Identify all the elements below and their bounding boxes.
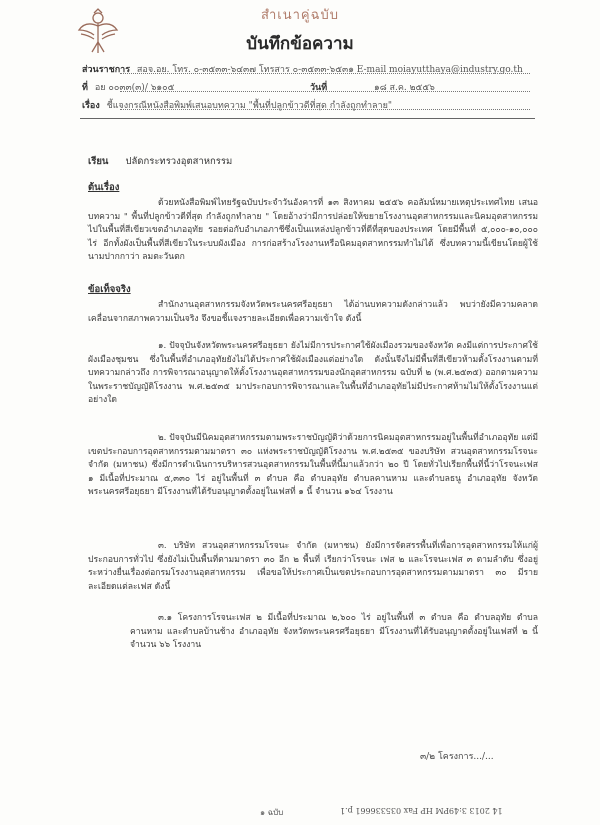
continuation-marker: ๓/๒ โครงการ.../... (420, 752, 494, 762)
salutation-recipient: ปลัดกระทรวงอุตสาหกรรม (125, 156, 233, 167)
agency-value: สอจ.อย. โทร. ๐-๓๕๓๓-๖๔๓๗ โทรสาร ๐-๓๕๓๓-๖๕๓๑ E-mail moiayutthaya@industry.go.th (136, 65, 523, 75)
date-label: วันที่ (310, 83, 328, 93)
page-title: บันทึกข้อความ (246, 34, 354, 54)
salutation (88, 154, 232, 169)
section-heading-background: ต้นเรื่อง (88, 182, 120, 193)
subject-dotline (120, 109, 530, 110)
subject-value: ชี้แจงกรณีหนังสือพิมพ์เสนอบทความ "พื้นที่ปลูกข้าวดีที่สุด กำลังถูกทำลาย" (106, 101, 393, 111)
agency-dotline (120, 73, 530, 74)
copy-stamp: สำเนาคู่ฉบับ (261, 8, 339, 23)
salutation-label: เรียน (88, 156, 109, 167)
paragraph-point-3-1: ๓.๑ โครงการโรจนะเฟส ๒ มีเนื้อที่ประมาณ ๒,๖๐๐ ไร่ อยู่ในพื้นที่ ๓ ตำบล คือ ตำบลอุทัย ตำบลคานหาม และตำบลบ้านช้าง อำเภออุทัย จังหวัดพระนครศรีอยุธยา มีโรงงานที่ได้รับอนุญาตตั้งอยู่ในเฟสที่ ๒ นี้ จำนวน ๖๖ โรงงาน (130, 613, 538, 650)
header-divider (80, 118, 535, 119)
paragraph-facts-intro: สำนักงานอุตสาหกรรมจังหวัดพระนครศรีอยุธยา ได้อ่านบทความดังกล่าวแล้ว พบว่ายังมีความคลาดเคลื่อนจากสภาพความเป็นจริง จึงขอชี้แจงรายละเอียดเพื่อความเข้าใจ ดังนี้ (88, 300, 538, 324)
paragraph-background: ด้วยหนังสือพิมพ์ไทยรัฐฉบับประจำวันอังคารที่ ๑๓ สิงหาคม ๒๕๕๖ คอลัมน์หมายเหตุประเทศไทย เสนอบทความ " พื้นที่ปลูกข้าวดีที่สุด กำลังถูกทำลาย " โดยอ้างว่ามีการปล่อยให้ขยายโรงงานอุตสาหกรรมและนิคมอุตสาหกรรมไปในพื้นที่สีเขียวเขตอำเภออุทัย รอยต่อกับอำเภอภาชีซึ่งเป็นแหล่งปลูกข้าวที่ดีที่สุดของประเทศ โดยมีพื้นที่ ๕,๐๐๐-๑๐,๐๐๐ ไร่ อีกทั้งผังเป็นพื้นที่สีเขียวในระบบผังเมือง การก่อสร้างโรงงานหรือนิคมอุตสาหกรรมทำไม่ได้ ซึ่งบทความนี้เขียนโดยผู้ใช้นามปากกาว่า ลมตะวันตก (88, 198, 538, 262)
date-value: ๑๘ ส.ค. ๒๕๕๖ (374, 83, 435, 93)
section-heading-facts: ข้อเท็จจริง (88, 284, 131, 295)
paragraph-point-1: ๑. ปัจจุบันจังหวัดพระนครศรีอยุธยา ยังไม่มีการประกาศใช้ผังเมืองรวมของจังหวัด คงมีแต่การประกาศใช้ผังเมืองชุมชน ซึ่งในพื้นที่อำเภออุทัยยังไม่ได้ประกาศใช้ผังเมืองแต่อย่างใด ดังนั้นจึงไม่มีพื้นที่สีเขียวห้ามตั้งโรงงานตามที่บทความกล่าวถึง การพิจารณาอนุญาตให้ตั้งโรงงานอุตสาหกรรมของนักอุตสาหกรรม ฉบับที่ ๒ (พ.ศ.๒๕๓๕) ออกตามความในพระราชบัญญัติโรงงาน พ.ศ.๒๕๓๕ มาประกอบการพิจารณาและในพื้นที่อำเภออุทัยไม่มีประกาศห้ามไม่ให้ตั้งโรงงานแต่อย่างใด (88, 341, 538, 405)
paragraph-point-2: ๒. ปัจจุบันมีนิคมอุตสาหกรรมตามพระราชบัญญัติว่าด้วยการนิคมอุตสาหกรรมอยู่ในพื้นที่อำเภออุทัย แต่มีเขตประกอบการอุตสาหกรรมตามมาตรา ๓๐ แห่งพระราชบัญญัติโรงงาน พ.ศ.๒๕๓๕ ของบริษัท สวนอุตสาหกรรมโรจนะ จำกัด (มหาชน) ซึ่งมีการดำเนินการบริหารสวนอุตสาหกรรมในพื้นที่นี้มาแล้วกว่า ๒๐ ปี โดยทั่วไปเรียกพื้นที่นี้ว่าโรจนะเฟส ๑ มีเนื้อที่ประมาณ ๕,๓๓๐ ไร่ อยู่ในพื้นที่ ๓ ตำบล คือ ตำบลอุทัย ตำบลคานหาม และตำบลธนู อำเภออุทัย จังหวัดพระนครศรีอยุธยา มีโรงงานที่ได้รับอนุญาตตั้งอยู่ในเฟสที่ ๑ นี้ จำนวน ๑๖๔ โรงงาน (88, 433, 538, 497)
number-dotline (120, 91, 530, 92)
fax-header-line: 14 2013 3:49PM HP Fax 035336661 p.1 (340, 806, 503, 815)
number-value: อย ๐๐๓๓(๓)/ ๖๑๐๕ (94, 83, 175, 93)
paragraph-point-3: ๓. บริษัท สวนอุตสาหกรรมโรจนะ จำกัด (มหาชน) ยังมีการจัดสรรพื้นที่เพื่อการอุตสาหกรรมให้แก่ผู้ประกอบการทั่วไป ซึ่งยังไม่เป็นพื้นที่ตามมาตรา ๓๐ อีก ๒ พื้นที่ เรียกว่าโรจนะ เฟส ๒ และโรจนะเฟส ๓ ตามลำดับ ซึ่งอยู่ระหว่างยื่นเรื่องต่อกรมโรงงานอุตสาหกรรม เพื่อขอให้ประกาศเป็นเขตประกอบการอุตสาหกรรมตามมาตรา ๓๐ มีรายละเอียดแต่ละเฟส ดังนี้ (88, 541, 538, 592)
agency-label: ส่วนราชการ (82, 65, 131, 75)
number-label: ที่ (82, 83, 88, 93)
subject-label: เรื่อง (82, 101, 100, 111)
page-number: ๑ ฉบับ (260, 808, 284, 817)
